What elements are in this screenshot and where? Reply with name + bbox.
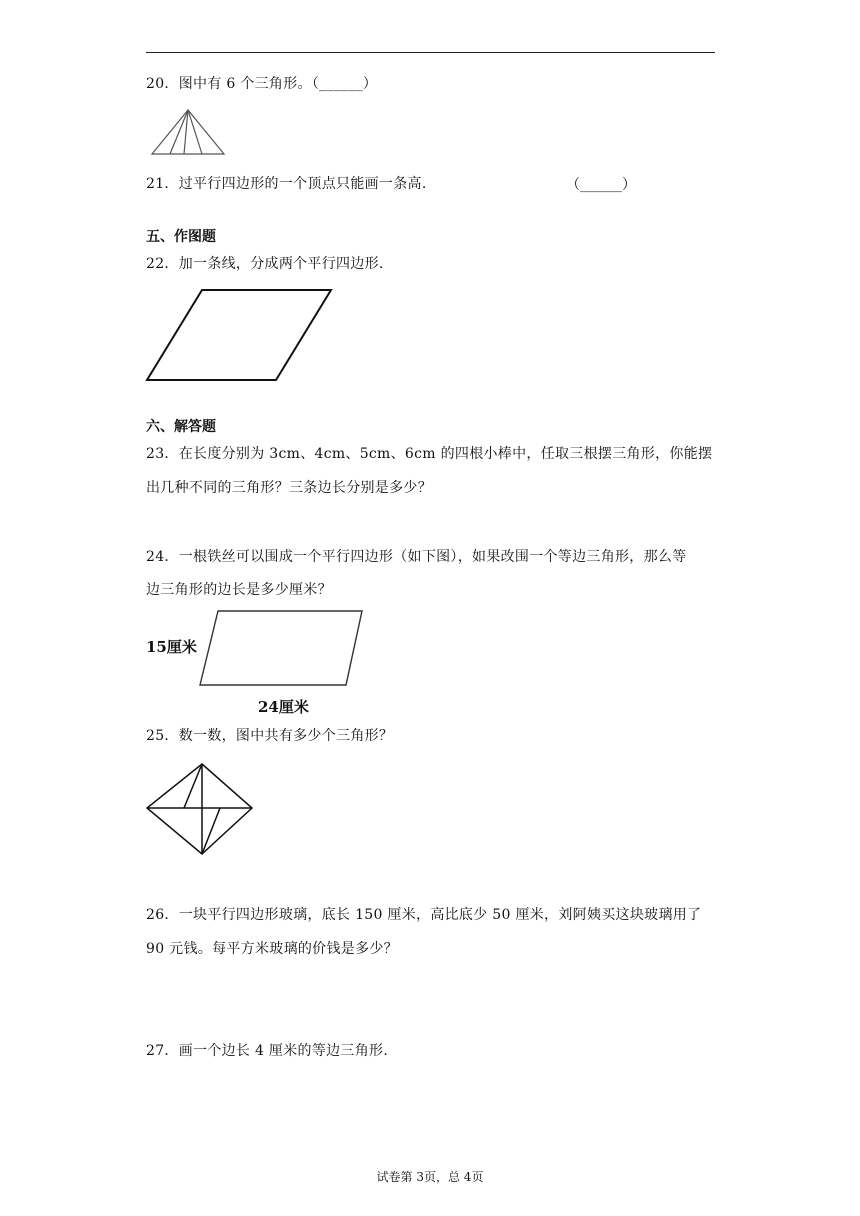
question-26-line-1: 26．一块平行四边形玻璃，底长 150 厘米，高比底少 50 厘米，刘阿姨买这块玻璃用了 (146, 907, 702, 923)
triangle-fan-figure (150, 108, 226, 156)
wire-parallelogram-figure (196, 608, 366, 688)
section-heading-drawing: 五、作图题 (146, 229, 216, 245)
question-23-line-2: 出几种不同的三角形？三条边长分别是多少？ (146, 480, 432, 496)
page-footer: 试卷第 3页，总 4页 (376, 1170, 484, 1184)
parallelogram-figure (144, 286, 336, 384)
question-26-line-2: 90 元钱。每平方米玻璃的价钱是多少？ (146, 941, 398, 957)
question-23-line-1: 23．在长度分别为 3cm、4cm、5cm、6cm 的四根小棒中，任取三根摆三角形，你能摆 (146, 446, 713, 462)
parallelogram-side-label: 15厘米 (146, 638, 197, 656)
answer-blank-21[interactable]: （______） (566, 177, 636, 193)
question-24-line-2: 边三角形的边长是多少厘米？ (146, 582, 332, 598)
question-21: 21．过平行四边形的一个顶点只能画一条高. (146, 176, 427, 192)
question-22: 22．加一条线，分成两个平行四边形. (146, 256, 384, 272)
question-27: 27．画一个边长 4 厘米的等边三角形. (146, 1043, 389, 1059)
question-24-line-1: 24．一根铁丝可以围成一个平行四边形（如下图），如果改围一个等边三角形，那么等 (146, 549, 687, 565)
parallelogram-base-label: 24厘米 (258, 698, 309, 716)
section-heading-answers: 六、解答题 (146, 419, 216, 435)
question-20: 20．图中有 6 个三角形。（______） (146, 76, 378, 92)
rhombus-triangles-figure (144, 762, 256, 858)
header-rule (146, 52, 715, 53)
question-25: 25．数一数，图中共有多少个三角形？ (146, 728, 394, 744)
